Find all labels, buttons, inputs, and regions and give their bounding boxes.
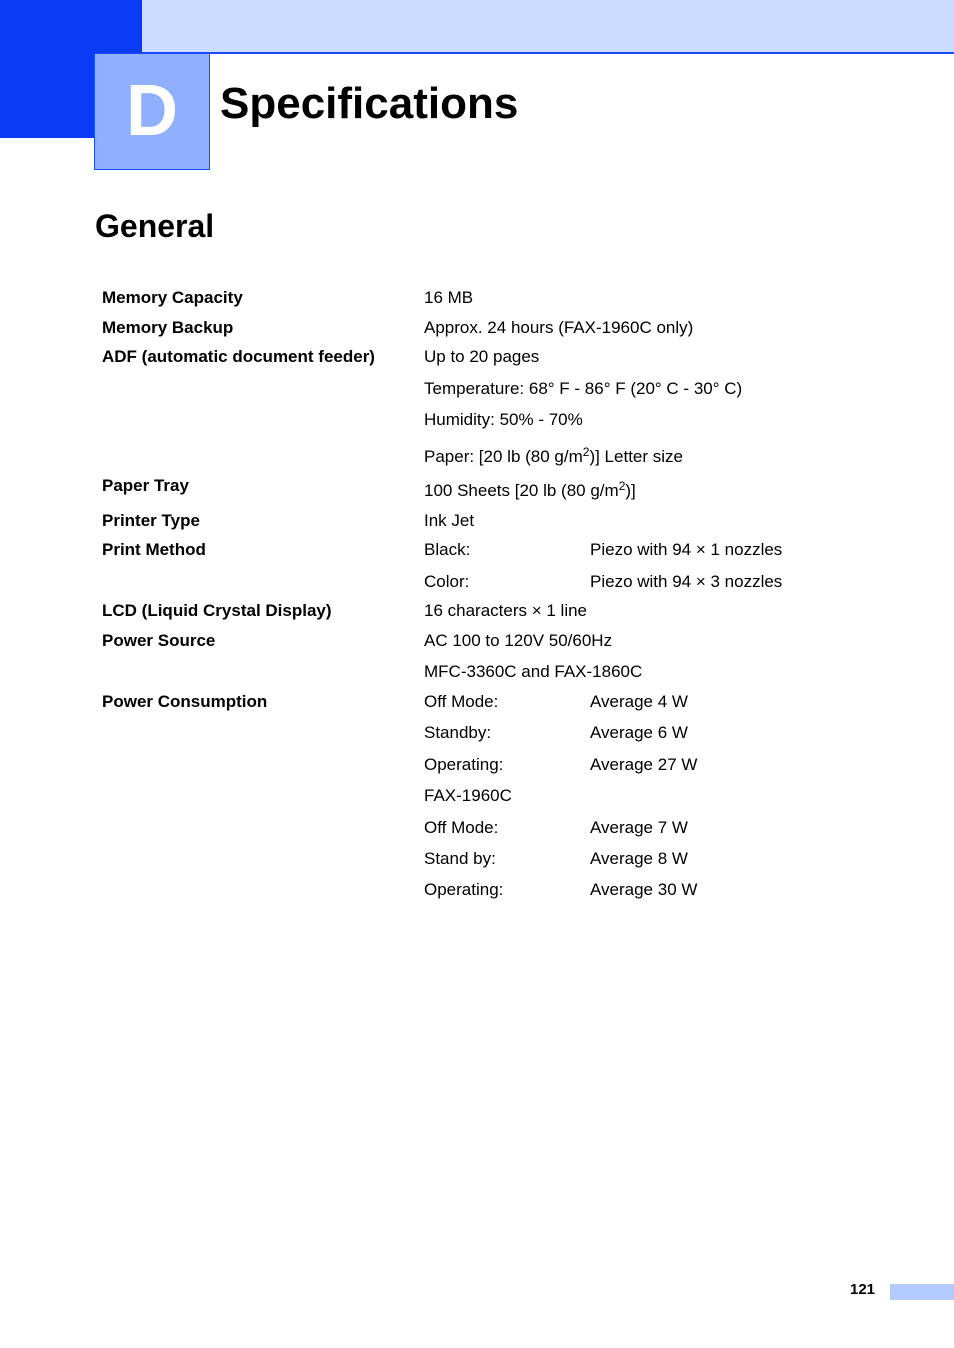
value-adf-paper bbox=[424, 446, 683, 468]
a-standby-value: Average 6 W bbox=[590, 723, 688, 742]
label-power-source: Power Source bbox=[102, 631, 216, 650]
chapter-title: Specifications bbox=[220, 79, 519, 128]
adf-paper-superscript: 2 bbox=[582, 445, 590, 459]
paper-tray-text: 100 Sheets [20 lb (80 g/m bbox=[424, 481, 619, 500]
value-memory-capacity: 16 MB bbox=[424, 288, 474, 307]
b-standby-label: Stand by: bbox=[424, 849, 496, 868]
value-lcd: 16 characters × 1 line bbox=[424, 601, 588, 620]
a-off-value: Average 4 W bbox=[590, 692, 688, 711]
value-adf-temperature: Temperature: 68° F - 86° F (20° C - 30° C) bbox=[424, 379, 743, 398]
a-off-label: Off Mode: bbox=[424, 692, 499, 711]
adf-paper-text: Paper: [20 lb (80 g/m bbox=[424, 447, 583, 466]
b-operating-label: Operating: bbox=[424, 880, 504, 899]
value-paper-tray bbox=[424, 480, 636, 502]
models-a: MFC-3360C and FAX-1860C bbox=[424, 662, 643, 681]
value-memory-backup: Approx. 24 hours (FAX-1960C only) bbox=[424, 318, 694, 337]
label-lcd: LCD (Liquid Crystal Display) bbox=[102, 601, 332, 620]
page-number: 121 bbox=[850, 1281, 876, 1298]
print-black-value: Piezo with 94 × 1 nozzles bbox=[590, 540, 783, 559]
paper-tray-superscript: 2 bbox=[618, 479, 626, 493]
paper-tray-text-end: )] bbox=[625, 481, 636, 500]
a-standby-label: Standby: bbox=[424, 723, 492, 742]
header-light-band bbox=[142, 0, 954, 54]
a-operating-value: Average 27 W bbox=[590, 755, 698, 774]
label-memory-capacity: Memory Capacity bbox=[102, 288, 243, 307]
print-black-label: Black: bbox=[424, 540, 471, 559]
print-color-value: Piezo with 94 × 3 nozzles bbox=[590, 572, 783, 591]
page-tab-marker bbox=[890, 1284, 954, 1300]
label-printer-type: Printer Type bbox=[102, 511, 200, 530]
label-power-consumption: Power Consumption bbox=[102, 692, 268, 711]
value-power-source: AC 100 to 120V 50/60Hz bbox=[424, 631, 613, 650]
models-b: FAX-1960C bbox=[424, 786, 512, 805]
value-adf-pages: Up to 20 pages bbox=[424, 347, 540, 366]
label-memory-backup: Memory Backup bbox=[102, 318, 234, 337]
value-adf-humidity: Humidity: 50% - 70% bbox=[424, 410, 583, 429]
label-print-method: Print Method bbox=[102, 540, 206, 559]
label-paper-tray: Paper Tray bbox=[102, 476, 189, 495]
chapter-letter-box bbox=[94, 53, 210, 170]
b-off-value: Average 7 W bbox=[590, 818, 688, 837]
print-color-label: Color: bbox=[424, 572, 470, 591]
section-title: General bbox=[95, 208, 215, 244]
chapter-letter: D bbox=[126, 71, 178, 151]
adf-paper-text-end: )] Letter size bbox=[589, 447, 683, 466]
label-adf: ADF (automatic document feeder) bbox=[102, 347, 375, 366]
b-off-label: Off Mode: bbox=[424, 818, 499, 837]
b-operating-value: Average 30 W bbox=[590, 880, 698, 899]
b-standby-value: Average 8 W bbox=[590, 849, 688, 868]
value-printer-type: Ink Jet bbox=[424, 511, 475, 530]
a-operating-label: Operating: bbox=[424, 755, 504, 774]
